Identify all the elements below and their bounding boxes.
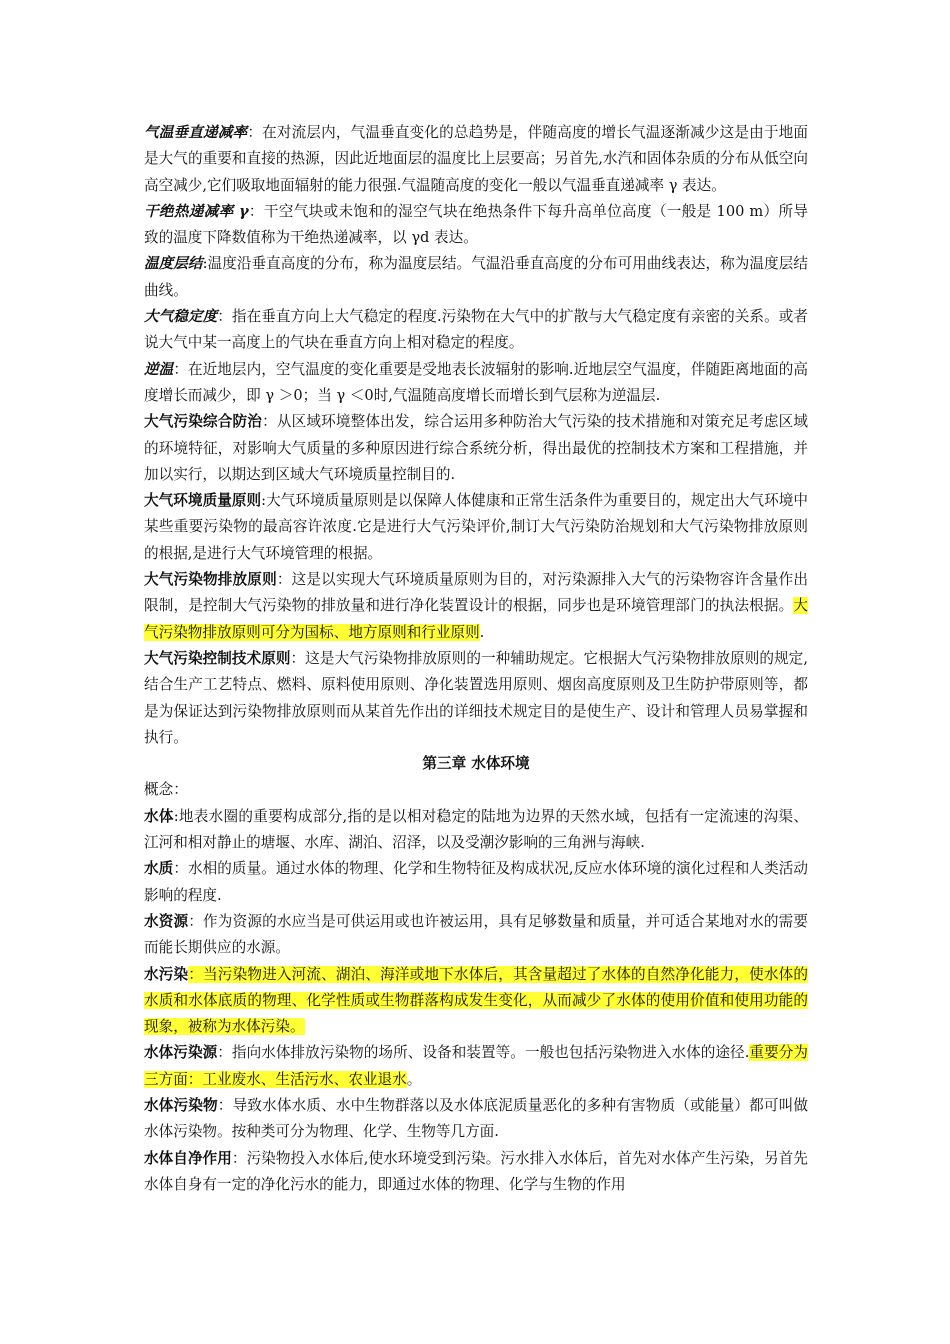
paragraph-water-body: 水体:地表水圈的重要构成部分,指的是以相对稳定的陆地为边界的天然水域，包括有一定流速的沟渠、江河和相对静止的塘堰、水库、湖泊、沼泽，以及受潮汐影响的三角洲与海峡.: [144, 807, 808, 852]
paragraph-comprehensive-control: 大气污染综合防治：从区域环境整体出发，综合运用多种防治大气污染的技术措施和对策充足考虑区域的环境特征，对影响大气质量的多种原因进行综合系统分析，得出最优的控制技术方案和工程措施，并加以实行，以期达到区域大气环境质量控制目的.: [144, 413, 808, 483]
paragraph-control-technical: 大气污染控制技术原则：这是大气污染物排放原则的一种辅助规定。它根据大气污染物排放原则的规定,结合生产工艺特点、燃料、原料使用原则、净化装置选用原则、烟囱高度原则及卫生防护带原则等，都是为保证达到污染物排放原则而从某首先作出的详细技术规定目的是使生产、设计和管理人员易掌握和执行。: [144, 649, 808, 746]
paragraph-text: 指向水体排放污染物的场所、设备和装置等。一般也包括污染物进入水体的途径.: [231, 1044, 750, 1062]
term-label: 逆温: [144, 360, 174, 378]
paragraph-quality-standard: 大气环境质量原则:大气环境质量原则是以保障人体健康和正常生活条件为重要目的，规定出大气环境中某些重要污染物的最高容许浓度.它是进行大气污染评价,制订大气污染防治规划和大气污染物排放原则的根据,是进行大气环境管理的根据。: [144, 492, 808, 562]
paragraph-text: 这是以实现大气环境质量原则为目的，对污染源排入大气的污染物容许含量作出限制，是控制大气污染物的排放量和进行净化装置设计的根据，同步也是环境管理部门的执法根据。: [144, 571, 808, 615]
term-label: 水资源: [144, 912, 189, 930]
paragraph-emission-standard: 大气污染物排放原则：这是以实现大气环境质量原则为目的，对污染源排入大气的污染物容许含量作出限制，是控制大气污染物的排放量和进行净化装置设计的根据，同步也是环境管理部门的执法根据。大气污染物排放原则可分为国标、地方原则和行业原则.: [144, 571, 808, 641]
paragraph-water-resource: 水资源：作为资源的水应当是可供运用或也许被运用，具有足够数量和质量，并可适合某地对水的需要而能长期供应的水源。: [144, 912, 808, 957]
paragraph-inversion: 逆温：在近地层内，空气温度的变化重要是受地表长波辐射的影响.近地层空气温度，伴随距离地面的高度增长而减少，即 γ ＞0；当 γ ＜0时,气温随高度增长而增长到气层称为逆温层.: [144, 360, 808, 404]
term-label: 水体自净作用: [144, 1149, 232, 1167]
term-label: 水体污染源: [144, 1044, 218, 1062]
paragraph-pollution-source: 水体污染源：指向水体排放污染物的场所、设备和装置等。一般也包括污染物进入水体的途径.重要分为三方面：工业废水、生活污水、农业退水。: [144, 1044, 808, 1088]
paragraph-self-purification: 水体自净作用：污染物投入水体后,使水环境受到污染。污水排入水体后，首先对水体产生污染，另首先水体自身有一定的净化污水的能力，即通过水体的物理、化学与生物的作用: [144, 1149, 808, 1193]
term-label: 大气污染综合防治: [144, 413, 263, 431]
paragraph-text: 大气环境质量原则是以保障人体健康和正常生活条件为重要目的，规定出大气环境中某些重要污染物的最高容许浓度.它是进行大气污染评价,制订大气污染防治规划和大气污染物排放原则的根据,是进行大气环境管理的根据。: [144, 492, 808, 562]
term-label: 水体污染物: [144, 1096, 218, 1114]
paragraph-text: 在近地层内，空气温度的变化重要是受地表长波辐射的影响.近地层空气温度，伴随距离地面的高度增长而减少，即 γ ＞0；当 γ ＜0时,气温随高度增长而增长到气层称为逆温层.: [144, 360, 808, 404]
term-label: 大气污染物排放原则: [144, 571, 277, 589]
paragraph-water-quality: 水质：水相的质量。通过水体的物理、化学和生物特征及构成状况,反应水体环境的演化过程和人类活动影响的程度.: [144, 860, 808, 904]
highlighted-text: 当污染物进入河流、湖泊、海洋或地下水体后，其含量超过了水体的自然净化能力，使水体的水质和水体底质的物理、化学性质或生物群落构成发生变化，从而减少了水体的使用价值和使用功能的现象，被称为水体污染。: [144, 965, 808, 1036]
paragraph-text: 干空气块或未饱和的湿空气块在绝热条件下每升高单位高度（一般是 100 m）所导致的温度下降数值称为干绝热递减率，以 γd 表达。: [144, 202, 808, 247]
paragraph-pollutants: 水体污染物：导致水体水质、水中生物群落以及水体底泥质量恶化的多种有害物质（或能量）都可叫做水体污染物。按种类可分为物理、化学、生物等几方面.: [144, 1096, 808, 1141]
document-page: [144, 120, 808, 1198]
term-label: 大气环境质量原则: [144, 492, 262, 510]
term-label: 温度层结: [144, 255, 203, 273]
paragraph-dry-adiabatic: 干绝热递减率 γ：干空气块或未饱和的湿空气块在绝热条件下每升高单位高度（一般是 100 m）所导致的温度下降数值称为干绝热递减率，以 γd 表达。: [144, 202, 808, 247]
paragraph-stratification: 温度层结:温度沿垂直高度的分布，称为温度层结。气温沿垂直高度的分布可用曲线表达，称为温度层结曲线。: [144, 255, 808, 299]
paragraph-text: 水相的质量。通过水体的物理、化学和生物特征及构成状况,反应水体环境的演化过程和人类活动影响的程度.: [144, 860, 808, 904]
paragraph-text: 从区域环境整体出发，综合运用多种防治大气污染的技术措施和对策充足考虑区域的环境特征，对影响大气质量的多种原因进行综合系统分析，得出最优的控制技术方案和工程措施，并加以实行，以期达到区域大气环境质量控制目的.: [144, 413, 808, 483]
paragraph-text: 污染物投入水体后,使水环境受到污染。污水排入水体后，首先对水体产生污染，另首先水体自身有一定的净化污水的能力，即通过水体的物理、化学与生物的作用: [144, 1149, 808, 1193]
term-label: 水体: [144, 807, 174, 825]
term-label: 水质: [144, 860, 174, 878]
chapter-title: 第三章 水体环境: [422, 755, 530, 773]
paragraph-text: 这是大气污染物排放原则的一种辅助规定。它根据大气污染物排放原则的规定,结合生产工艺特点、燃料、原料使用原则、净化装置选用原则、烟囱高度原则及卫生防护带原则等，都是为保证达到污染物排放原则而从某首先作出的详细技术规定目的是使生产、设计和管理人员易掌握和执行。: [144, 649, 808, 746]
paragraph-text: 地表水圈的重要构成部分,指的是以相对稳定的陆地为边界的天然水域，包括有一定流速的沟渠、江河和相对静止的塘堰、水库、湖泊、沼泽，以及受潮汐影响的三角洲与海峡.: [144, 807, 808, 852]
term-label: 大气污染控制技术原则: [144, 649, 291, 667]
highlighted-text: 重要分为三方面：工业废水、生活污水、农业退水: [144, 1044, 808, 1088]
paragraph-lapse-rate: 气温垂直递减率：在对流层内，气温垂直变化的总趋势是，伴随高度的增长气温逐渐减少这是由于地面是大气的重要和直接的热源，因此近地面层的温度比上层要高；另首先,水汽和固体杂质的分布从低空向高空减少,它们吸取地面辐射的能力很强.气温随高度的变化一般以气温垂直递减率 γ 表达。: [144, 124, 808, 194]
paragraph-text: 导致水体水质、水中生物群落以及水体底泥质量恶化的多种有害物质（或能量）都可叫做水体污染物。按种类可分为物理、化学、生物等几方面.: [144, 1096, 808, 1141]
paragraph-water-pollution: 水污染：当污染物进入河流、湖泊、海洋或地下水体后，其含量超过了水体的自然净化能力，使水体的水质和水体底质的物理、化学性质或生物群落构成发生变化，从而减少了水体的使用价值和使用功能的现象，被称为水体污染。: [144, 965, 808, 1036]
term-label: 水污染: [144, 965, 189, 983]
concept-label: 概念：: [144, 781, 188, 799]
term-label: 大气稳定度: [144, 308, 218, 326]
term-label: 干绝热递减率 γ: [144, 202, 249, 220]
paragraph-text: 指在垂直方向上大气稳定的程度.污染物在大气中的扩散与大气稳定度有亲密的关系。或者说大气中某一高度上的气块在垂直方向上相对稳定的程度。: [144, 308, 808, 352]
paragraph-text: 温度沿垂直高度的分布，称为温度层结。气温沿垂直高度的分布可用曲线表达，称为温度层结曲线。: [144, 255, 808, 299]
paragraph-stability: 大气稳定度：指在垂直方向上大气稳定的程度.污染物在大气中的扩散与大气稳定度有亲密的关系。或者说大气中某一高度上的气块在垂直方向上相对稳定的程度。: [144, 308, 808, 352]
highlighted-text: 大气污染物排放原则可分为国标、地方原则和行业原则: [144, 597, 808, 641]
term-label: 气温垂直递减率: [144, 124, 248, 141]
paragraph-text: 作为资源的水应当是可供运用或也许被运用，具有足够数量和质量，并可适合某地对水的需要而能长期供应的水源。: [144, 912, 808, 957]
paragraph-text: 在对流层内，气温垂直变化的总趋势是，伴随高度的增长气温逐渐减少这是由于地面是大气的重要和直接的热源，因此近地面层的温度比上层要高；另首先,水汽和固体杂质的分布从低空向高空减少,它们吸取地面辐射的能力很强.气温随高度的变化一般以气温垂直递减率 γ 表达。: [144, 124, 808, 194]
